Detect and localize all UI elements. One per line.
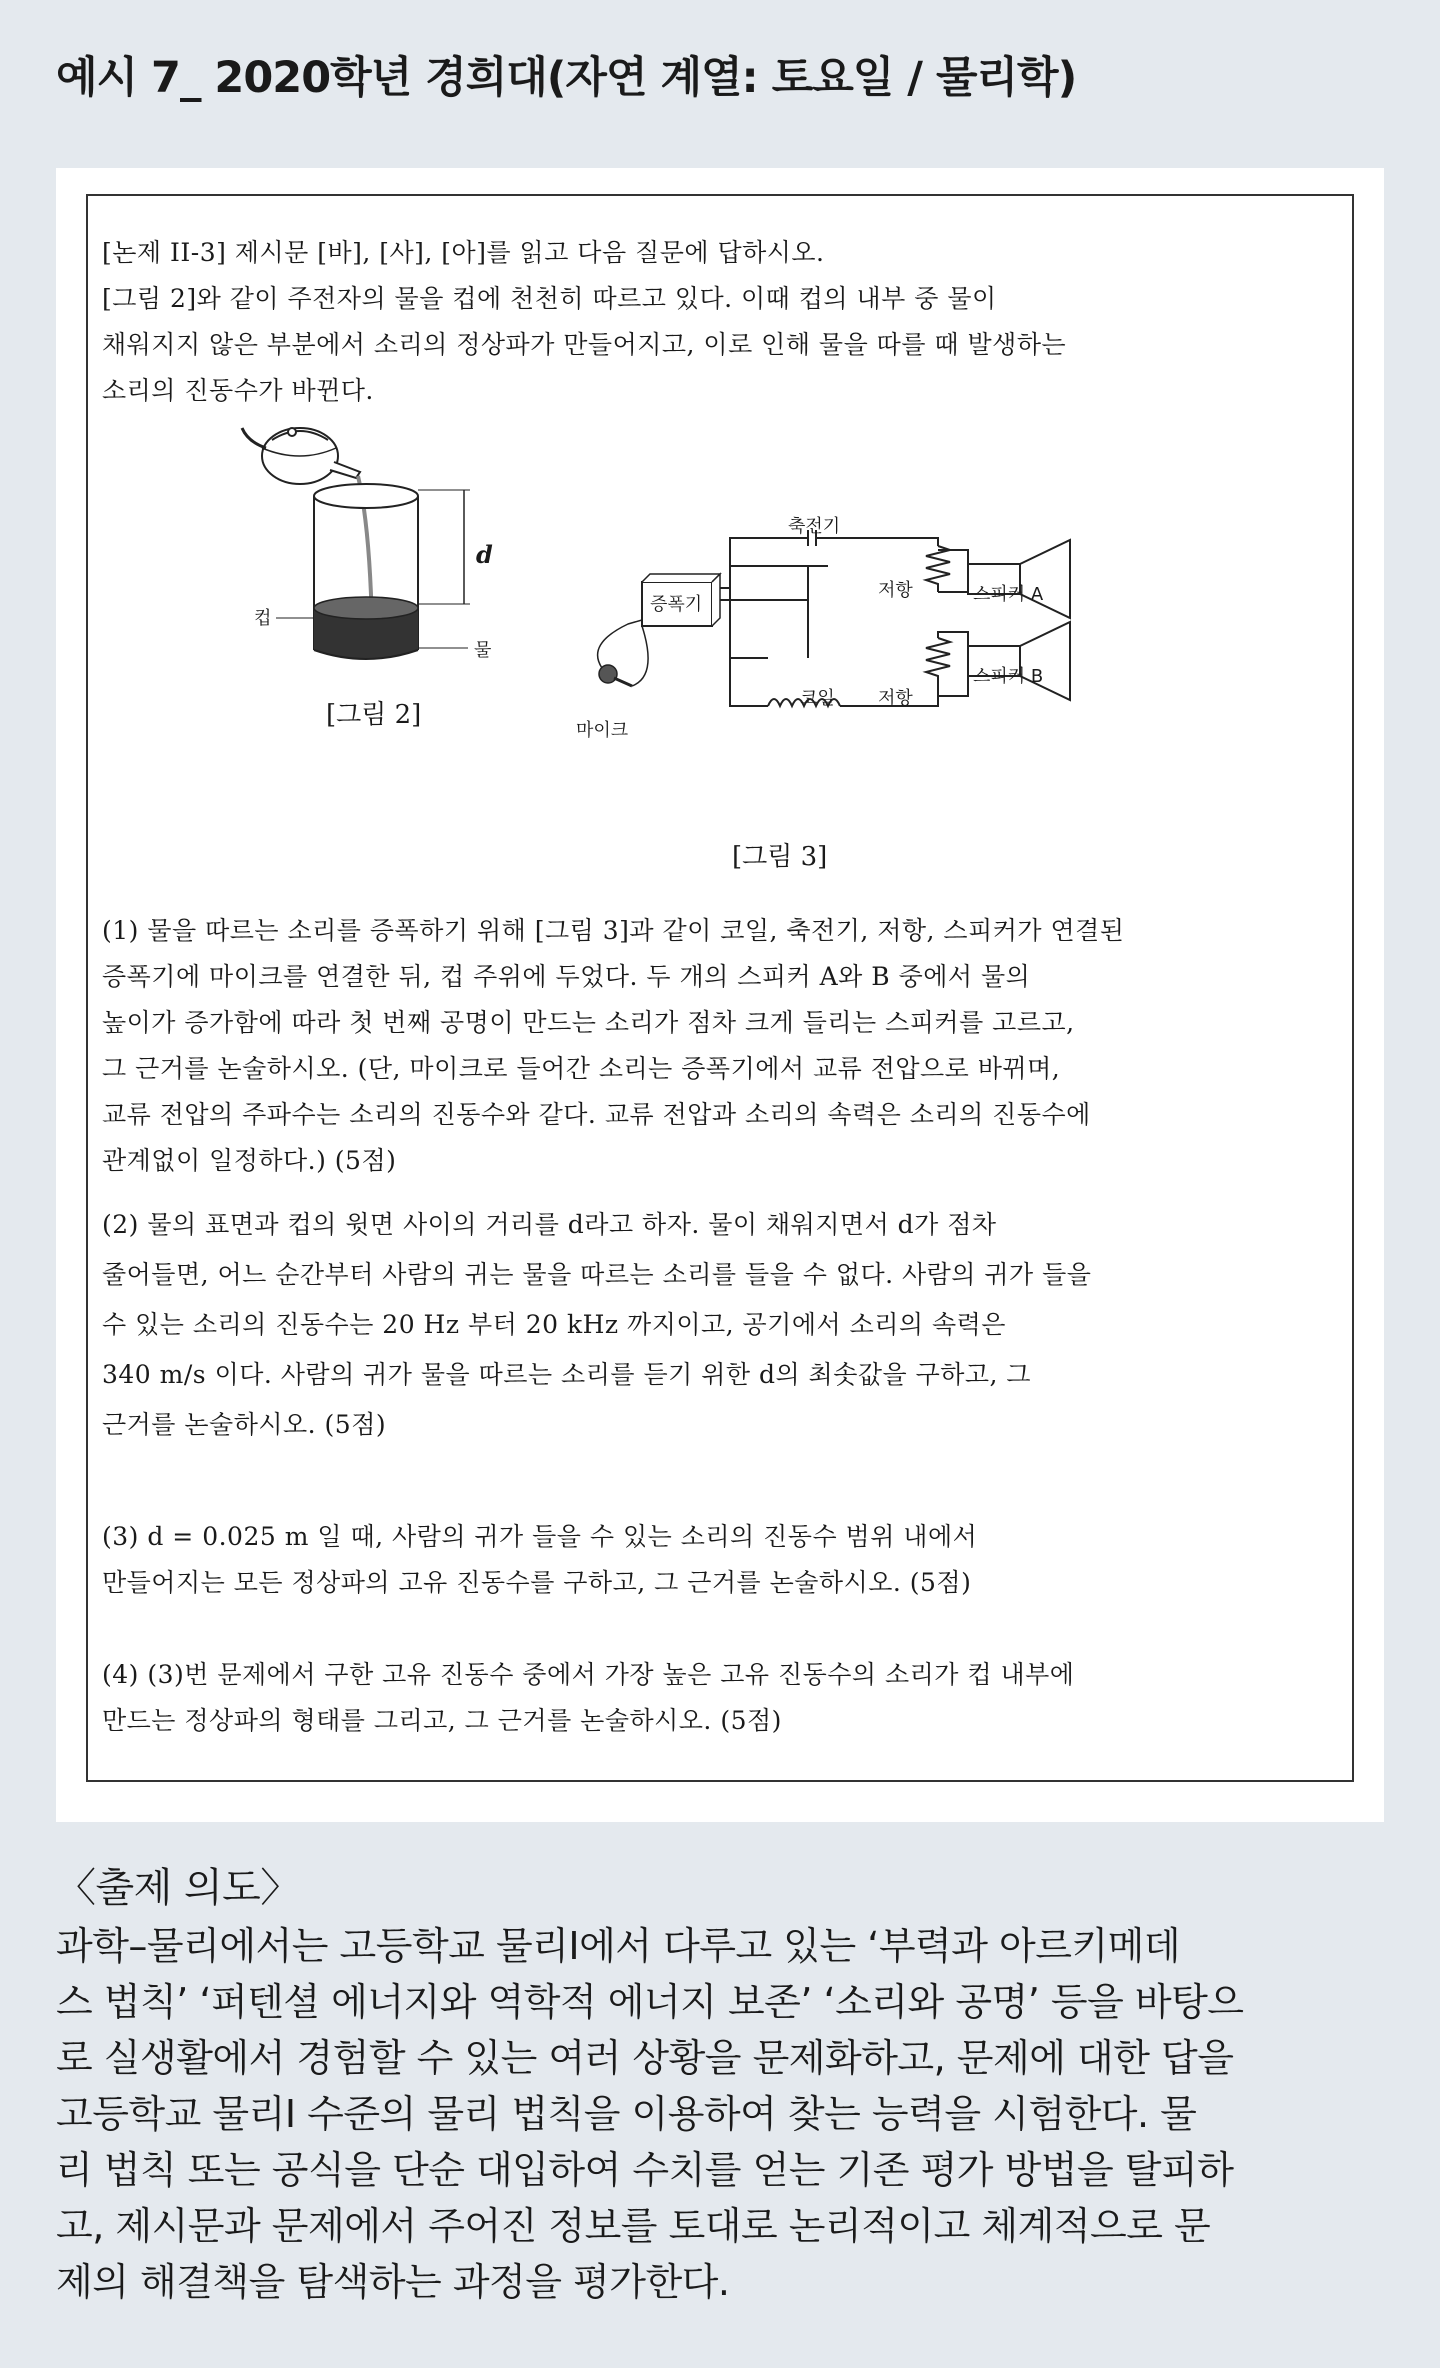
q1-line: 관계없이 일정하다.) (5점) xyxy=(102,1146,397,1175)
intro-line: 채워지지 않은 부분에서 소리의 정상파가 만들어지고, 이로 인해 물을 따를 때 발생하는 xyxy=(102,330,1067,359)
label-resistor-bottom: 저항 xyxy=(878,688,913,709)
intro-line: [그림 2]와 같이 주전자의 물을 컵에 천천히 따르고 있다. 이때 컵의 내부 중 물이 xyxy=(102,284,997,313)
figure3-caption: [그림 3] xyxy=(732,842,828,872)
q4-line: (4) (3)번 문제에서 구한 고유 진동수 중에서 가장 높은 고유 진동수의 소리가 컵 내부에 xyxy=(102,1660,1075,1689)
label-coil: 코일 xyxy=(800,688,835,709)
question-2 xyxy=(102,1200,1338,1450)
speaker-a-icon xyxy=(968,540,1070,618)
figure3-diagram xyxy=(588,526,1088,736)
intent-line: 스 법칙’ ‘퍼텐셜 에너지와 역학적 에너지 보존’ ‘소리와 공명’ 등을 바탕으 xyxy=(56,1980,1244,2024)
q1-line: (1) 물을 따르는 소리를 증폭하기 위해 [그림 3]과 같이 코일, 축전기, 저항, 스피커가 연결된 xyxy=(102,916,1125,945)
q3-line: (3) d = 0.025 m 일 때, 사람의 귀가 들을 수 있는 소리의 진동수 범위 내에서 xyxy=(102,1522,978,1551)
intent-line: 고, 제시문과 문제에서 주어진 정보를 토대로 논리적이고 체계적으로 문 xyxy=(56,2204,1211,2248)
intent-line: 리 법칙 또는 공식을 단순 대입하여 수치를 얻는 기존 평가 방법을 탈피하 xyxy=(56,2148,1234,2192)
problem-frame xyxy=(86,194,1354,1782)
circuit-wires xyxy=(720,530,968,706)
mic-icon xyxy=(598,620,649,686)
label-amp: 증폭기 xyxy=(650,594,703,615)
label-water: 물 xyxy=(474,640,492,661)
kettle-icon xyxy=(242,428,360,484)
q4-line: 만드는 정상파의 형태를 그리고, 그 근거를 논술하시오. (5점) xyxy=(102,1706,782,1735)
question-4 xyxy=(102,1652,1338,1744)
q2-line: 340 m/s 이다. 사람의 귀가 물을 따르는 소리를 듣기 위한 d의 최솟값을 구하고, 그 xyxy=(102,1360,1032,1389)
label-mic: 마이크 xyxy=(576,720,629,741)
q3-line: 만들어지는 모든 정상파의 고유 진동수를 구하고, 그 근거를 논술하시오. (5점) xyxy=(102,1568,972,1597)
q2-line: 줄어들면, 어느 순간부터 사람의 귀는 물을 따르는 소리를 들을 수 없다. 사람의 귀가 들을 xyxy=(102,1260,1092,1289)
problem-panel xyxy=(56,168,1384,1822)
q2-line: 근거를 논술하시오. (5점) xyxy=(102,1410,387,1439)
question-1 xyxy=(102,908,1338,1184)
intent-line: 로 실생활에서 경험할 수 있는 여러 상황을 문제화하고, 문제에 대한 답을 xyxy=(56,2036,1234,2080)
intro-line: 소리의 진동수가 바뀐다. xyxy=(102,376,374,405)
intent-line: 제의 해결책을 탐색하는 과정을 평가한다. xyxy=(56,2260,730,2304)
q2-line: 수 있는 소리의 진동수는 20 Hz 부터 20 kHz 까지이고, 공기에서 소리의 속력은 xyxy=(102,1310,1006,1339)
q1-line: 증폭기에 마이크를 연결한 뒤, 컵 주위에 두었다. 두 개의 스피커 A와 B 중에서 물의 xyxy=(102,962,1031,991)
q1-line: 그 근거를 논술하시오. (단, 마이크로 들어간 소리는 증폭기에서 교류 전압으로 바뀌며, xyxy=(102,1054,1061,1083)
figure2-diagram xyxy=(238,418,538,678)
q1-line: 높이가 증가함에 따라 첫 번째 공명이 만드는 소리가 점차 크게 들리는 스피커를 고르고, xyxy=(102,1008,1075,1037)
problem-intro xyxy=(102,230,1338,414)
label-d: d xyxy=(476,540,493,569)
label-resistor-top: 저항 xyxy=(878,580,913,601)
question-3 xyxy=(102,1514,1338,1606)
label-speaker-b: 스피커 B xyxy=(973,666,1044,687)
label-capacitor: 축전기 xyxy=(788,516,841,537)
intent-section xyxy=(56,1860,1386,2310)
intent-heading: 〈출제 의도〉 xyxy=(56,1865,300,1911)
dimension-d xyxy=(418,490,470,604)
q2-line: (2) 물의 표면과 컵의 윗면 사이의 거리를 d라고 하자. 물이 채워지면서 d가 점차 xyxy=(102,1210,997,1239)
label-cup: 컵 xyxy=(254,608,272,629)
intro-line: [논제 II-3] 제시문 [바], [사], [아]를 읽고 다음 질문에 답하시오. xyxy=(102,238,825,267)
figure2-caption: [그림 2] xyxy=(326,700,422,730)
page-title: 예시 7_ 2020학년 경희대(자연 계열: 토요일 / 물리학) xyxy=(56,53,1077,103)
intent-line: 고등학교 물리Ⅰ 수준의 물리 법칙을 이용하여 찾는 능력을 시험한다. 물 xyxy=(56,2092,1197,2136)
label-speaker-a: 스피커 A xyxy=(973,584,1044,605)
intent-line: 과학–물리에서는 고등학교 물리Ⅰ에서 다루고 있는 ‘부력과 아르키메데 xyxy=(56,1924,1181,1968)
q1-line: 교류 전압의 주파수는 소리의 진동수와 같다. 교류 전압과 소리의 속력은 소리의 진동수에 xyxy=(102,1100,1091,1129)
speaker-b-icon xyxy=(968,622,1070,700)
